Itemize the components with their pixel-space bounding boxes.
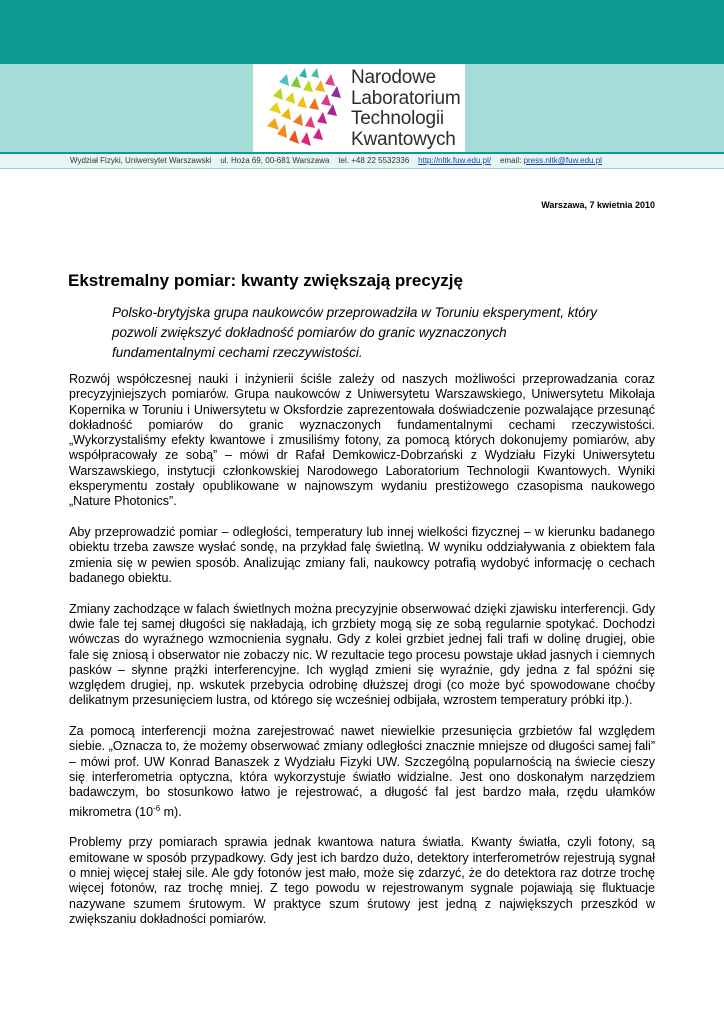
- contact-email-label: email:: [499, 156, 522, 165]
- contact-institution: Wydział Fizyki, Uniwersytet Warszawski: [70, 156, 212, 165]
- paragraph-2: Aby przeprowadzić pomiar – odległości, temperatury lub innej wielkości fizycznej – w kierunku badanego obiektu trzeba zawsze wysłać sondę, na przykład falę świetlną. W wyniku oddziaływania z obiektem fala zmienia się w pewien sposób. Analizując zmiany fali, naukowcy potrafią wydobyć informację o cechach badanego obiektu.: [69, 525, 655, 585]
- logo-line-3: Technologii: [351, 108, 444, 129]
- header-top-band: [0, 0, 724, 64]
- contact-website-link[interactable]: http://nltk.fuw.edu.pl/: [418, 156, 492, 165]
- logo-line-1: Narodowe: [351, 67, 437, 88]
- contact-address: ul. Hoża 69, 00-681 Warszawa: [220, 156, 330, 165]
- logo-line-2: Laboratorium: [351, 87, 461, 109]
- contact-phone: tel. +48 22 5532336: [338, 156, 410, 165]
- paragraph-4-exponent: -6: [153, 803, 161, 813]
- document-lead: Polsko-brytyjska grupa naukowców przeprowadziła w Toruniu eksperyment, który pozwoli zwiększyć dokładność pomiarów do granic wyznaczonych fundamentalnymi cechami rzeczywistości.: [112, 305, 597, 360]
- paragraph-4-text: Za pomocą interferencji można zarejestrować nawet niewielkie przesunięcia grzbietów fal względem siebie. „Oznacza to, że możemy obserwować zmiany odległości znacznie mniejsze od długości samej fali” – mówi prof. UW Konrad Banaszek z Wydziału Fizyki UW. Szczególną popularnością na świecie cieszy się interferometria optyczna, która wykorzystuje światło widzialne. Jest ono doskonałym narzędziem badawczym, bo stosunkowo łatwo je rejestrować, a długość fal jest bardzo mała, rzędu ułamków mikrometra (10: [69, 724, 655, 819]
- document-body: [69, 372, 655, 943]
- logo-mark-icon: [261, 68, 343, 148]
- paragraph-5: Problemy przy pomiarach sprawia jednak kwantowa natura światła. Kwanty światła, czyli fotony, są emitowane w sposób przypadkowy. Gdy jest ich bardzo dużo, detektory interferometrów rejestrują sygnał o mniej więcej stałej sile. Ale gdy fotonów jest mało, może się zdarzyć, że do detektora raz dotrze trochę więcej fotonów, raz trochę mniej. Z tego powodu w rejestrowanym sygnale pojawiają się fluktuacje nazywane szumem śrutowym. W praktyce szum śrutowy jest jedną z największych przeszkód w zwiększaniu dokładności pomiarów.: [69, 835, 655, 926]
- contact-bar: [0, 154, 724, 169]
- document-date: Warszawa, 7 kwietnia 2010: [541, 200, 655, 210]
- document-title: Ekstremalny pomiar: kwanty zwiększają precyzję: [68, 271, 463, 290]
- paragraph-4: [69, 724, 655, 820]
- logo-wordmark: [351, 68, 461, 150]
- paragraph-1: Rozwój współczesnej nauki i inżynierii ściśle zależy od naszych możliwości przeprowadzania coraz precyzyjniejszych pomiarów. Grupa naukowców z Uniwersytetu Warszawskiego, Uniwersytetu Mikołaja Kopernika w Toruniu i Uniwersytetu w Oksfordzie zaprezentowała doświadczenie pozwalające przesunąć dokładność pomiarów do granic wyznaczonych fundamentalnymi cechami rzeczywistości. „Wykorzystaliśmy efekty kwantowe i zmusiliśmy fotony, za pomocą których dokonujemy pomiarów, aby współpracowały ze sobą” – mówi dr Rafał Demkowicz-Dobrzański z Wydziału Fizyki Uniwersytetu Warszawskiego, instytucji członkowskiej Narodowego Laboratorium Technologii Kwantowych. Wyniki eksperymentu zostały opublikowane w najnowszym wydaniu prestiżowego czasopisma naukowego „Nature Photonics”.: [69, 372, 655, 509]
- paragraph-3: Zmiany zachodzące w falach świetlnych można precyzyjnie obserwować dzięki zjawisku interferencji. Gdy dwie fale tej samej długości się nakładają, ich grzbiety mogą się ze sobą regularnie spotykać. Dochodzi wówczas do wyraźnego wzmocnienia sygnału. Gdy z kolei grzbiet jednej fali trafi w dolinę drugiej, obie fale się zniosą i obserwator nie zobaczy nic. W rezultacie tego procesu powstaje układ jasnych i ciemnych pasków – słynne prążki interferencyjne. Ich wygląd zmieni się wyraźnie, gdy jedna z fal spóźni się względem drugiej, np. wskutek przebycia odrobinę dłuższej drogi (co może być spowodowane choćby delikatnym przesunięciem lustra, od którego się wcześniej odbijała, wzrostem temperatury próbki itp.).: [69, 601, 655, 708]
- contact-email-link[interactable]: press.nltk@fuw.edu.pl: [523, 156, 602, 165]
- logo-line-4: Kwantowych: [351, 128, 456, 150]
- paragraph-4-tail: m).: [160, 804, 182, 819]
- logo: [253, 64, 465, 152]
